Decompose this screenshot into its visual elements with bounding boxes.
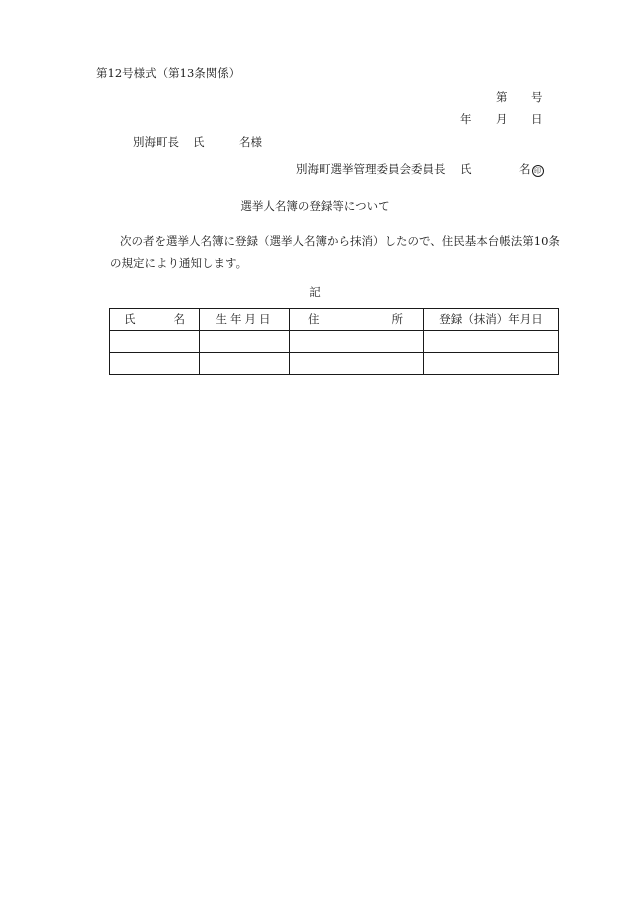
date-month-label: 月 [496,112,508,126]
header-registration-date: 登録（抹消）年月日 [424,309,559,331]
addressee-surname-label: 氏 [193,135,205,149]
sender-name-label: 名 [519,162,531,176]
date-year-label: 年 [460,112,472,126]
table-header-row [110,309,559,331]
doc-number-label: 第 [496,90,508,104]
ki-heading: 記 [309,285,321,299]
table-cell-name [110,353,200,375]
header-address [290,309,424,331]
table-cell-name [110,331,200,353]
body-text-line-2: の規定により通知します。 [110,256,248,270]
addressee-name-label: 名様 [239,135,262,149]
sender-surname-label: 氏 [460,162,472,176]
table-cell-registration-date [424,353,559,375]
table-row [110,331,559,353]
header-address-left: 住 [308,312,320,326]
seal-mark: 印 [532,165,544,177]
table-cell-birthdate [200,331,290,353]
header-name-left: 氏 [124,312,136,326]
table-cell-address [290,331,424,353]
date-day-label: 日 [531,112,543,126]
table-cell-registration-date [424,331,559,353]
table-row [110,353,559,375]
registration-table [109,308,559,375]
header-name [110,309,200,331]
sender-name-block [519,164,544,177]
addressee-title: 別海町長 [133,135,179,149]
header-name-right: 名 [173,312,185,326]
header-address-right: 所 [391,312,403,326]
header-birthdate: 生年月日 [200,309,290,331]
form-number: 第12号様式（第13条関係） [96,66,241,80]
doc-number-suffix: 号 [531,90,543,104]
body-text-line-1: 次の者を選挙人名簿に登録（選挙人名簿から抹消）したので、住民基本台帳法第10条 [120,234,560,248]
table-cell-birthdate [200,353,290,375]
table-cell-address [290,353,424,375]
sender-title: 別海町選挙管理委員会委員長 [296,162,446,176]
document-subject: 選挙人名簿の登録等について [240,199,390,213]
